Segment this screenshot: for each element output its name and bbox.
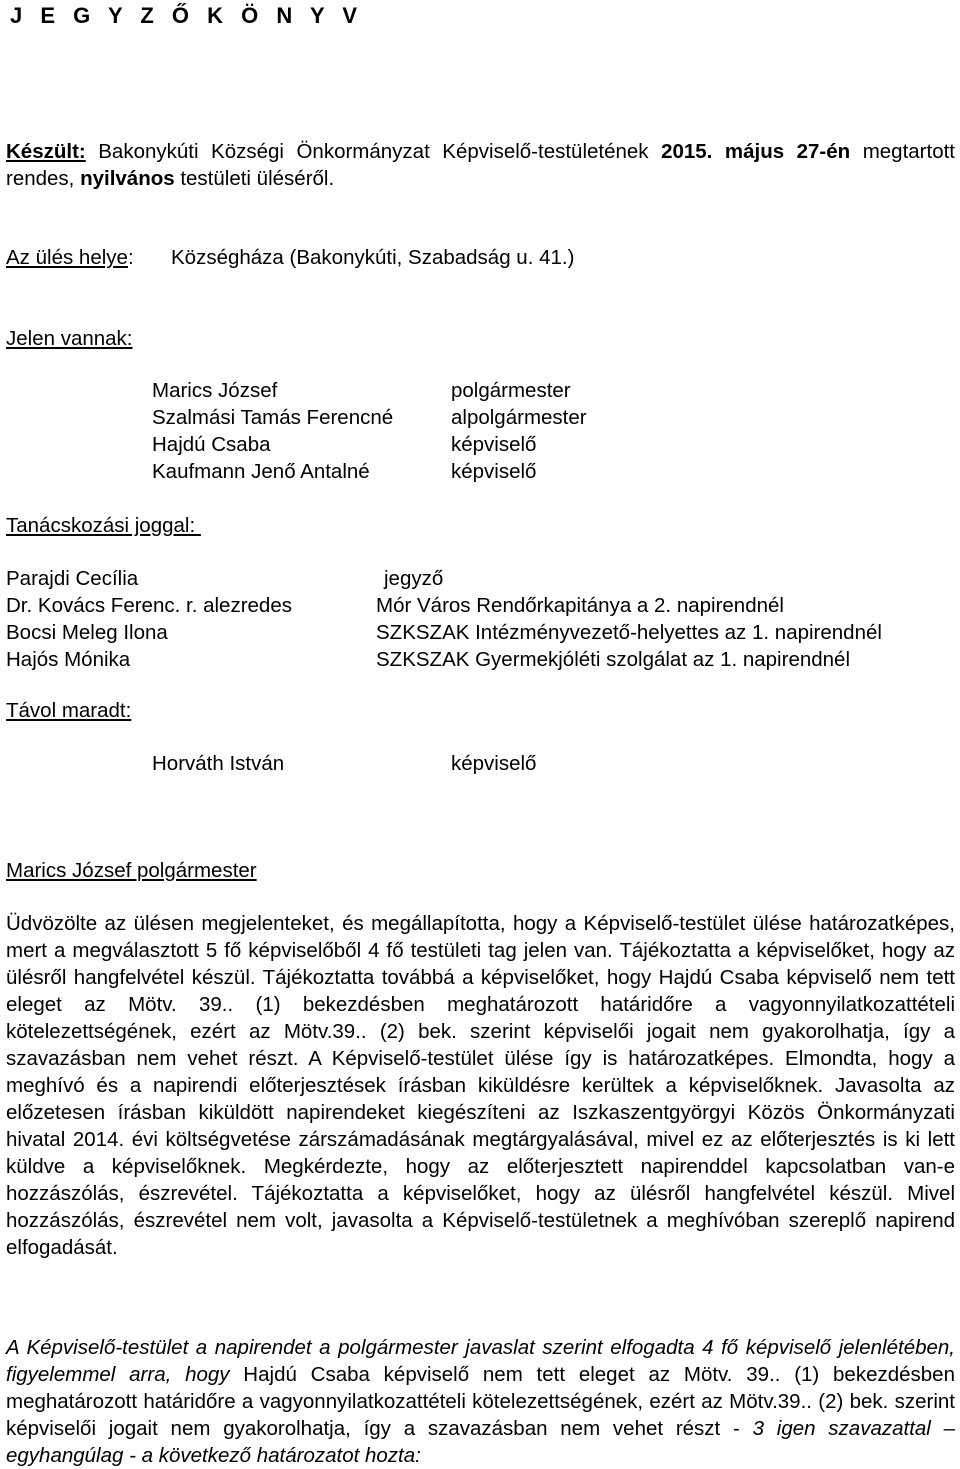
tanacs-name-1: Dr. Kovács Ferenc. r. alezredes	[6, 594, 292, 617]
helye-label-wrap	[6, 244, 134, 271]
keszult-text-3: testületi üléséről.	[174, 167, 335, 190]
main-paragraph: Üdvözölte az ülésen megjelenteket, és megállapította, hogy a Képviselő-testület ülése határozatképes, mert a megválasztott 5 fő képviselőből 4 fő testületi tag jelen van. Tájékoztatta a képviselőket, hogy az ülésről hangfelvétel készül. Tájékoztatta továbbá a képviselőket, hogy Hajdú Csaba képviselő nem tett eleget az Mötv. 39.. (1) bekezdésben meghatározott határidőre a vagyonnyilatkozattételi kötelezettségének, ezért az Mötv.39.. (2) bek. szerint képviselői jogait nem gyakorolhatja, így a szavazásban nem vehet részt. A Képviselő-testület ülése így is határozatképes. Elmondta, hogy a meghívó és a napirendi előterjesztések írásban kiküldésre kerültek a képviselőknek. Javasolta az előzetesen írásban kiküldött napirendeket kiegészíteni az Iszkaszentgyörgyi Közös Önkormányzati hivatal 2014. évi költségvetése zárszámadásának megtárgyalásával, mivel ez az előterjesztés is ki lett küldve a képviselőknek. Megkérdezte, hogy az előterjesztett napirenddel kapcsolatban van-e hozzászólás, észrevétel. Tájékoztatta a képviselőket, hogy az ülésről hangfelvétel készül. Mivel hozzászólás, észrevétel nem volt, javasolta a Képviselő-testületnek a meghívóban szereplő napirend elfogadását.	[6, 912, 955, 1259]
document-title: J E G Y Z Ő K Ö N Y V	[10, 3, 364, 28]
tanacskozasi-label: Tanácskozási joggal:	[6, 514, 201, 537]
decision-italic-1: A Képviselő-testület a napirendet a polgármester javaslat szerint elfogadta 4 fő képviselő jelenlétében, figyelemmel arra, hogy	[6, 1336, 955, 1386]
helye-colon: :	[127, 246, 134, 269]
jelen-role-1: alpolgármester	[451, 406, 587, 429]
jelen-role-2: képviselő	[451, 433, 537, 456]
jelen-name-1: Szalmási Tamás Ferencné	[152, 406, 394, 429]
tanacs-role-1: Mór Város Rendőrkapitánya a 2. napirendnél	[376, 594, 784, 617]
helye-label: Az ülés helye	[6, 246, 128, 269]
jelen-name-0: Marics József	[152, 379, 278, 402]
keszult-text-2: megtartott rendes,	[6, 140, 955, 190]
tavol-role-0: képviselő	[451, 752, 537, 775]
tanacs-role-2: SZKSZAK Intézményvezető-helyettes az 1. napirendnél	[376, 621, 882, 644]
jelen-role-0: polgármester	[451, 379, 571, 402]
keszult-public: nyilvános	[80, 167, 175, 190]
jelen-name-2: Hajdú Csaba	[152, 433, 271, 456]
helye-value: Községháza (Bakonykúti, Szabadság u. 41.)	[171, 246, 575, 269]
speaker-heading: Marics József polgármester	[6, 859, 257, 882]
jelen-label: Jelen vannak:	[6, 327, 133, 350]
decision-paragraph	[6, 1334, 955, 1469]
jelen-name-3: Kaufmann Jenő Antalné	[152, 460, 370, 483]
tanacs-name-2: Bocsi Meleg Ilona	[6, 621, 168, 644]
tanacs-name-0: Parajdi Cecília	[6, 567, 139, 590]
tanacs-role-3: SZKSZAK Gyermekjóléti szolgálat az 1. napirendnél	[376, 648, 851, 671]
tavol-name-0: Horváth István	[152, 752, 285, 775]
tavol-label: Távol maradt:	[6, 699, 132, 722]
decision-text: Hajdú Csaba képviselő nem tett eleget az Mötv. 39.. (1) bekezdésben meghatározott határidőre a vagyonnyilatkozattételi kötelezettségének, ezért az Mötv.39.. (2) bek. szerint képviselői jogait nem gyakorolhatja, így a szavazásban nem vehet részt -	[6, 1363, 955, 1440]
decision-italic-2: 3 igen szavazattal – egyhangúlag - a következő határozatot hozta:	[6, 1417, 956, 1467]
keszult-label: Készült:	[6, 140, 86, 163]
keszult-paragraph	[6, 138, 955, 192]
keszult-date: 2015. május 27-én	[661, 140, 851, 163]
keszult-text-1: Bakonykúti Községi Önkormányzat Képviselő-testületének	[85, 140, 662, 163]
tanacs-role-0: jegyző	[384, 567, 444, 590]
jelen-role-3: képviselő	[451, 460, 537, 483]
tanacs-name-3: Hajós Mónika	[6, 648, 131, 671]
